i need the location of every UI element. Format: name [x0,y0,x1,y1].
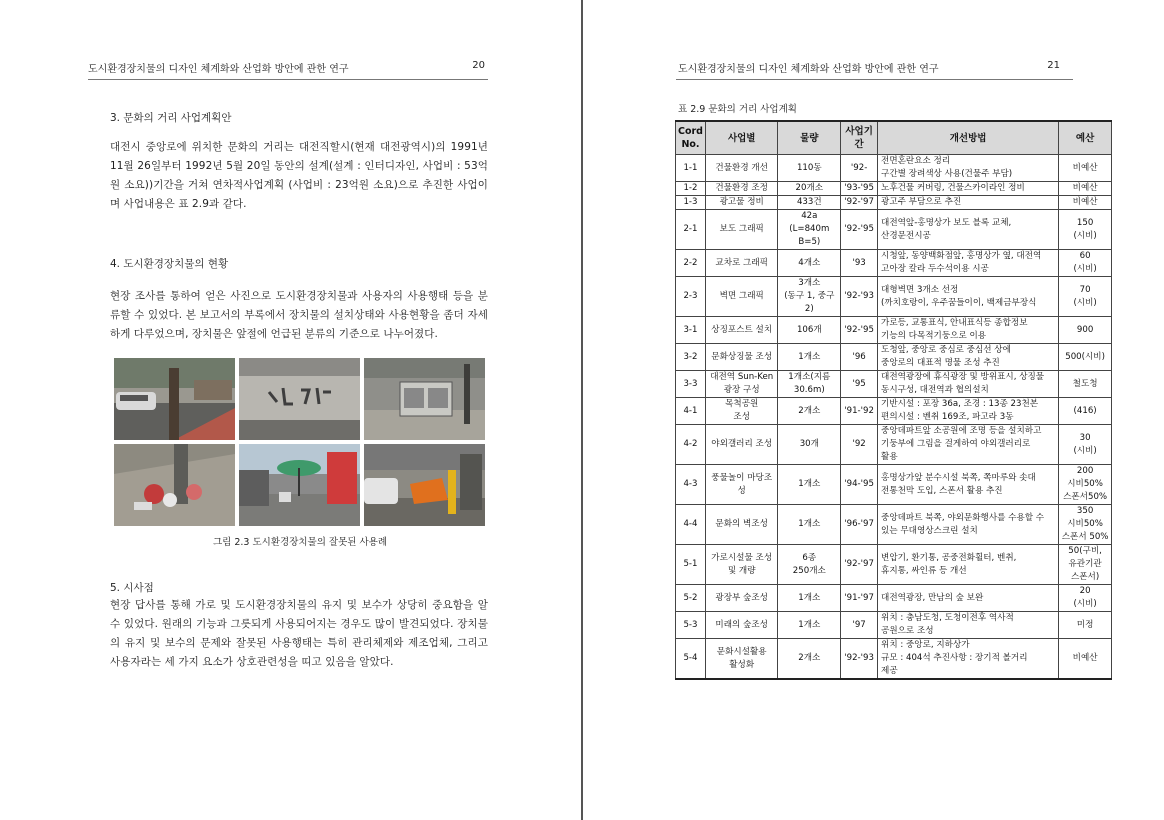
figure-caption: 그림 2.3 도시환경장치물의 잘못된 사용례 [212,537,388,548]
cell-code: 5-1 [676,545,706,585]
cell-method: 광고주 부담으로 추진 [878,196,1059,210]
cell-quantity: 2개소 [778,398,841,425]
cell-period: '92- [841,155,878,182]
table-row [676,465,1112,505]
cell-code: 1-3 [676,196,706,210]
table-row [676,182,1112,196]
cell-quantity: 3개소 (동구 1, 중구 2) [778,277,841,317]
cell-period: '94-'95 [841,465,878,505]
cell-method: 대형벽면 3개소 선정 (까치호랑이, 우주꿈들이이, 백제금부장식 [878,277,1059,317]
cell-quantity: 42a (L=840m B=5) [778,210,841,250]
cell-period: '97 [841,612,878,639]
cell-code: 2-3 [676,277,706,317]
cell-method: 중앙데파트 북쪽, 야외문화행사를 수용할 수 있는 무대영상스크린 설치 [878,505,1059,545]
cell-budget: 30 (시비) [1059,425,1112,465]
table-row [676,277,1112,317]
header-rule [676,79,1073,80]
cell-quantity: 1개소(지름 30.6m) [778,371,841,398]
cell-period: '93-'95 [841,182,878,196]
cell-budget: 70 (시비) [1059,277,1112,317]
cell-code: 2-1 [676,210,706,250]
cell-project: 미래의 숲조성 [705,612,777,639]
cell-code: 3-2 [676,344,706,371]
cell-project: 보도 그래픽 [705,210,777,250]
cell-period: '92-'97 [841,545,878,585]
header-period: 사업기 간 [841,121,878,155]
cell-quantity: 20개소 [778,182,841,196]
cell-project: 교차로 그래픽 [705,250,777,277]
cell-code: 4-4 [676,505,706,545]
cell-quantity: 1개소 [778,465,841,505]
cell-project: 상징포스트 설치 [705,317,777,344]
right-page [583,0,1164,820]
cell-project: 건물환경 개선 [705,155,777,182]
cell-code: 3-1 [676,317,706,344]
cell-project: 문화시설활용 활성화 [705,639,777,680]
cell-method: 대전역광장에 휴식광장 및 방위표시, 상징물 동시구성, 대전역과 협의설치 [878,371,1059,398]
cell-method: 시청앞, 동양백화점앞, 홍명상가 옆, 대전역 고아장 칼라 두수석이용 시공 [878,250,1059,277]
cell-code: 1-1 [676,155,706,182]
cell-method: 전면혼란요소 정리 구간별 장려색상 사용(건물주 부담) [878,155,1059,182]
cell-budget: 500(시비) [1059,344,1112,371]
photo-parked-cars [364,444,485,526]
table-row [676,505,1112,545]
section-4-body [110,287,488,344]
cell-period: '92-'97 [841,196,878,210]
header-budget: 예산 [1059,121,1112,155]
cell-budget: 60 (시비) [1059,250,1112,277]
cell-budget: (416) [1059,398,1112,425]
culture-street-plan-table [675,120,1112,680]
cell-method: 대전역앞-홍명상가 보도 블록 교체, 산경문전시공 [878,210,1059,250]
table-body [676,155,1112,680]
table-title: 표 2.9 문화의 거리 사업계획 [678,104,797,115]
cell-budget: 900 [1059,317,1112,344]
section-3-heading: 3. 문화의 거리 사업계획안 [110,112,232,124]
table-row [676,585,1112,612]
table-row [676,612,1112,639]
table-row [676,398,1112,425]
photo-trash-pile [114,444,235,526]
running-header-title: 도시환경장치물의 디자인 체계화와 산업화 방안에 관한 연구 [678,64,939,75]
section-5-heading: 5. 시사점 [110,582,154,594]
cell-quantity: 4개소 [778,250,841,277]
cell-code: 3-3 [676,371,706,398]
cell-project: 풍물놀이 마당조성 [705,465,777,505]
cell-method: 대전역광장, 만남의 숲 보완 [878,585,1059,612]
cell-method: 도청앞, 중앙로 중심로 중심선 상에 중앙로의 대표적 명물 조성 추진 [878,344,1059,371]
cell-quantity: 106개 [778,317,841,344]
table-row [676,639,1112,680]
cell-budget: 미정 [1059,612,1112,639]
photo-utility-boxes [364,358,485,440]
header-code: Cord No. [676,121,706,155]
cell-period: '92-'93 [841,639,878,680]
section-4-text: 현장 조사를 통하여 얻은 사진으로 도시환경장치물과 사용자의 사용행태 등을 분류할 수 있었다. 본 보고서의 부록에서 장치물의 설치상태와 사용현황을 좀더 자세하게 다루었으며, 장치물은 앞절에 언급된 분류의 기준으로 나누어졌다. [110,290,488,340]
cell-budget: 비예산 [1059,155,1112,182]
running-header-title: 도시환경장치물의 디자인 체계화와 산업화 방안에 관한 연구 [88,64,349,75]
cell-budget: 150 (시비) [1059,210,1112,250]
photo-street-market [239,444,360,526]
cell-budget: 철도청 [1059,371,1112,398]
cell-code: 4-2 [676,425,706,465]
cell-method: 위치 : 중앙로, 지하상가 규모 : 404석 추진사항 : 장기적 볼거리 제공 [878,639,1059,680]
table-row [676,250,1112,277]
cell-method: 변압기, 환기통, 공중전화휠터, 벤취, 휴지통, 싸인류 등 개선 [878,545,1059,585]
cell-period: '92-'93 [841,277,878,317]
cell-period: '95 [841,371,878,398]
section-5-body [110,596,488,672]
cell-quantity: 2개소 [778,639,841,680]
cell-project: 문화상징물 조성 [705,344,777,371]
cell-budget: 200 시비50% 스폰서50% [1059,465,1112,505]
table-row [676,344,1112,371]
left-page [0,0,581,820]
section-5-text: 현장 답사를 통해 가로 및 도시환경장치물의 유지 및 보수가 상당히 중요함을 알 수 있었다. 원래의 기능과 그릇되게 사용되어지는 경우도 많이 발견되었다. 장치물의 유지 및 보수의 문제와 잘못된 사용행태는 특히 관리체제와 제조업체, 그리고 사용자라는 세 가지 요소가 상호관련성을 띠고 있음을 알았다. [110,599,488,668]
cell-quantity: 1개소 [778,505,841,545]
cell-code: 4-3 [676,465,706,505]
cell-quantity: 1개소 [778,344,841,371]
photo-wall-graffiti [239,358,360,440]
cell-code: 5-3 [676,612,706,639]
photo-street-tree [114,358,235,440]
cell-period: '92-'95 [841,317,878,344]
cell-quantity: 30개 [778,425,841,465]
cell-method: 기반시설 : 포장 36a, 조경 : 13종 23천본 편의시설 : 벤취 169조, 파고라 3동 [878,398,1059,425]
table-row [676,545,1112,585]
cell-budget: 350 시비50% 스폰서 50% [1059,505,1112,545]
cell-quantity: 110동 [778,155,841,182]
page-number: 20 [472,60,485,71]
cell-code: 1-2 [676,182,706,196]
cell-method: 노후건물 커버링, 건물스카이라인 정비 [878,182,1059,196]
cell-code: 2-2 [676,250,706,277]
cell-quantity: 1개소 [778,612,841,639]
cell-budget: 비예산 [1059,196,1112,210]
table-row [676,425,1112,465]
cell-quantity: 433건 [778,196,841,210]
table-header-row [676,121,1112,155]
cell-quantity: 6종 250개소 [778,545,841,585]
cell-method: 홍명상가앞 분수시설 북쪽, 쪽마루와 솟대 전통천막 도입, 스폰서 활용 추진 [878,465,1059,505]
cell-period: '96-'97 [841,505,878,545]
cell-code: 5-2 [676,585,706,612]
cell-budget: 비예산 [1059,639,1112,680]
cell-project: 대전역 Sun-Ken 광장 구성 [705,371,777,398]
table-row [676,155,1112,182]
cell-code: 5-4 [676,639,706,680]
cell-period: '96 [841,344,878,371]
cell-project: 건물환경 조정 [705,182,777,196]
photo-grid [114,358,486,526]
header-quantity: 물량 [778,121,841,155]
cell-budget: 20 (시비) [1059,585,1112,612]
cell-period: '92-'95 [841,210,878,250]
cell-project: 광고물 정비 [705,196,777,210]
cell-period: '92 [841,425,878,465]
cell-period: '91-'97 [841,585,878,612]
cell-method: 위치 : 충남도청, 도청이전후 역사적 공원으로 조성 [878,612,1059,639]
header-rule [88,79,488,80]
cell-project: 문화의 벽조성 [705,505,777,545]
cell-period: '93 [841,250,878,277]
section-4-heading: 4. 도시환경장치물의 현황 [110,258,229,270]
header-method: 개선방법 [878,121,1059,155]
cell-project: 광장부 숲조성 [705,585,777,612]
cell-project: 가로시설물 조성 및 개량 [705,545,777,585]
cell-method: 중앙데파트앞 소공원에 조명 등을 설치하고 기둥부에 그림을 걸게하여 야외갤러리로 활용 [878,425,1059,465]
section-3-body [110,138,488,214]
cell-budget: 비예산 [1059,182,1112,196]
cell-code: 4-1 [676,398,706,425]
cell-project: 목척공원 조성 [705,398,777,425]
cell-method: 가로등, 교통표식, 안내표식등 종합정보 기능의 다목적기둥으로 이용 [878,317,1059,344]
cell-project: 야외갤러리 조성 [705,425,777,465]
cell-budget: 50(구비, 유관기관 스폰서) [1059,545,1112,585]
table-row [676,210,1112,250]
table-row [676,317,1112,344]
page-number: 21 [1047,60,1060,71]
section-3-text: 대전시 중앙로에 위치한 문화의 거리는 대전직할시(현재 대전광역시)의 1991년 11월 26일부터 1992년 5월 20일 동안의 설계(설계 : 인터디자인, 사업비 : 53억원 소요))기간을 거쳐 연차적사업계획 (사업비 : 23억원 소요)으로 추진한 사업이며 사업내용은 표 2.9과 같다. [110,141,488,210]
cell-project: 벽면 그래픽 [705,277,777,317]
header-project: 사업별 [705,121,777,155]
cell-quantity: 1개소 [778,585,841,612]
cell-period: '91-'92 [841,398,878,425]
table-row [676,196,1112,210]
table-row [676,371,1112,398]
